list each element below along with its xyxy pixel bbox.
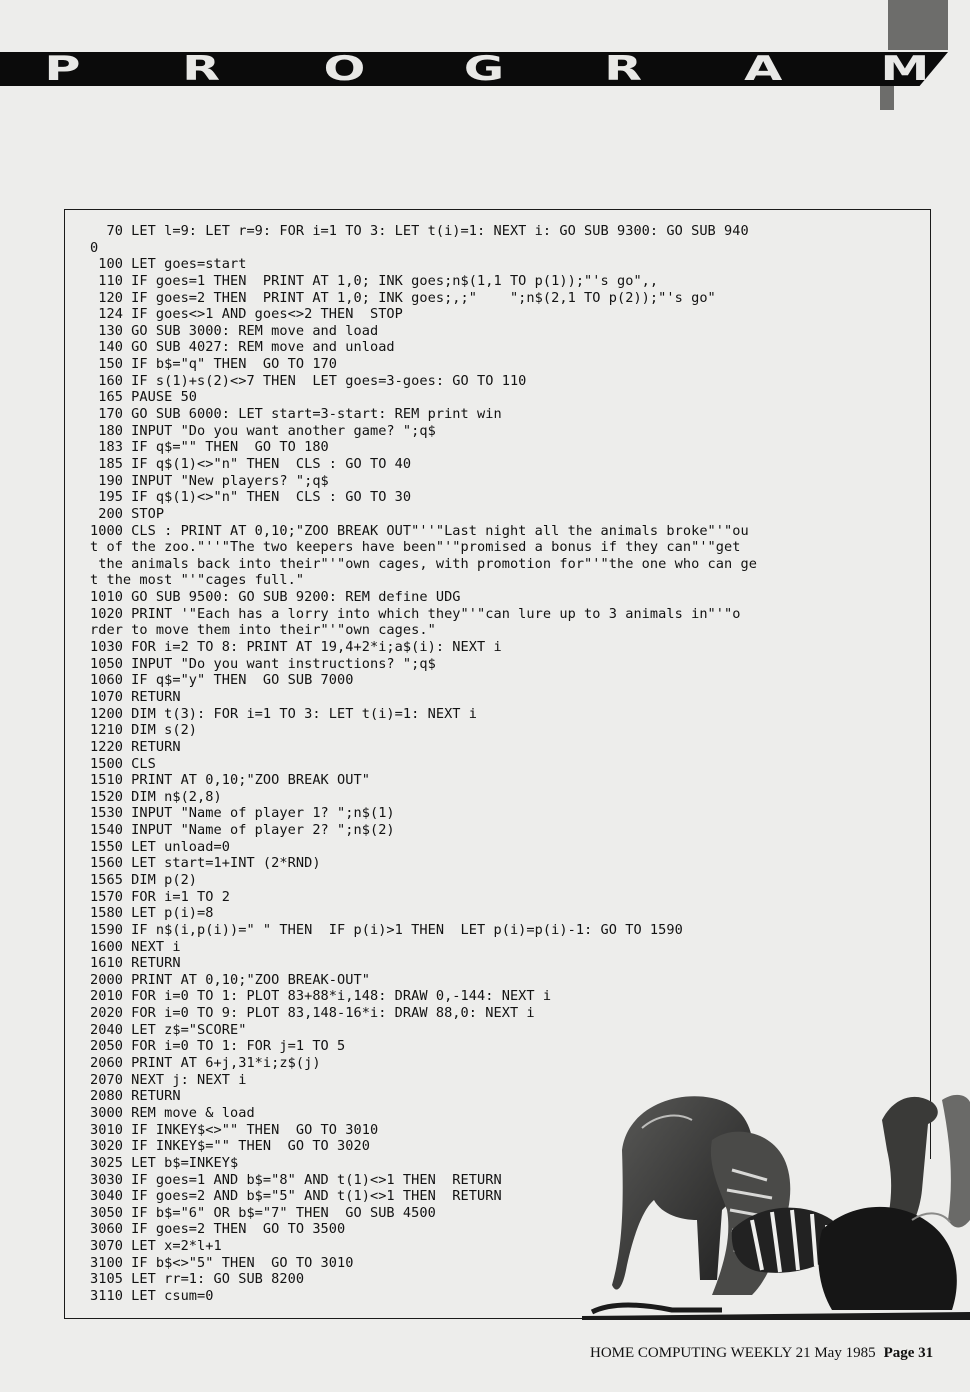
code-line: 3100 IF b$<>"5" THEN GO TO 3010	[90, 1254, 354, 1271]
banner-letter: R	[604, 49, 643, 89]
code-line: 1520 DIM n$(2,8)	[90, 788, 222, 805]
code-line: 190 INPUT "New players? ";q$	[90, 472, 329, 489]
code-line: 1530 INPUT "Name of player 1? ";n$(1)	[90, 805, 395, 822]
code-line: 2010 FOR i=0 TO 1: PLOT 83+88*i,148: DRAW 0,-144: NEXT i	[90, 988, 552, 1005]
code-line: 1210 DIM s(2)	[90, 722, 198, 739]
code-line: 2000 PRINT AT 0,10;"ZOO BREAK-OUT"	[90, 971, 370, 988]
code-line: 2050 FOR i=0 TO 1: FOR j=1 TO 5	[90, 1038, 346, 1055]
code-line: 160 IF s(1)+s(2)<>7 THEN LET goes=3-goes: GO TO 110	[90, 372, 527, 389]
bear-shape	[818, 1207, 956, 1310]
code-line: 170 GO SUB 6000: LET start=3-start: REM print win	[90, 406, 502, 423]
banner-letter: R	[182, 49, 221, 89]
code-line: 3025 LET b$=INKEY$	[90, 1154, 239, 1171]
code-line: 1600 NEXT i	[90, 938, 181, 955]
code-line: 0	[90, 239, 99, 256]
banner-letter: A	[744, 49, 783, 89]
code-line: 3070 LET x=2*l+1	[90, 1238, 222, 1255]
code-line: 70 LET l=9: LET r=9: FOR i=1 TO 3: LET t(i)=1: NEXT i: GO SUB 9300: GO SUB 940	[90, 223, 749, 239]
code-line: 3110 LET csum=0	[90, 1288, 214, 1304]
code-line: 124 IF goes<>1 AND goes<>2 THEN STOP	[90, 306, 403, 323]
code-line: 185 IF q$(1)<>"n" THEN CLS : GO TO 40	[90, 455, 412, 472]
code-line: 3060 IF goes=2 THEN GO TO 3500	[90, 1221, 346, 1238]
code-line: 2070 NEXT j: NEXT i	[90, 1071, 247, 1088]
code-line: 1510 PRINT AT 0,10;"ZOO BREAK OUT"	[90, 772, 370, 789]
code-line: 1020 PRINT '"Each has a lorry into which they"'"can lure up to 3 animals in"'"o	[90, 605, 741, 622]
code-line: 1050 INPUT "Do you want instructions? ";q$	[90, 655, 436, 672]
code-line: 1500 CLS	[90, 755, 156, 772]
banner-letter: M	[880, 49, 930, 89]
code-line: 195 IF q$(1)<>"n" THEN CLS : GO TO 30	[90, 489, 412, 506]
code-line: 1000 CLS : PRINT AT 0,10;"ZOO BREAK OUT"''"Last night all the animals broke"'"ou	[90, 522, 749, 539]
code-line: 2020 FOR i=0 TO 9: PLOT 83,148-16*i: DRAW 88,0: NEXT i	[90, 1005, 535, 1022]
code-line: 1565 DIM p(2)	[90, 871, 198, 888]
code-line: 1060 IF q$="y" THEN GO SUB 7000	[90, 672, 354, 689]
banner-letter: P	[44, 49, 81, 89]
code-line: 100 LET goes=start	[90, 256, 247, 273]
code-line: 1590 IF n$(i,p(i))=" " THEN IF p(i)>1 THEN LET p(i)=p(i)-1: GO TO 1590	[90, 921, 683, 938]
code-line: 3050 IF b$="6" OR b$="7" THEN GO SUB 4500	[90, 1204, 436, 1221]
code-line: 1580 LET p(i)=8	[90, 905, 214, 922]
code-line: 1540 INPUT "Name of player 2? ";n$(2)	[90, 822, 395, 839]
banner-letter: O	[323, 49, 366, 89]
zoo-animals-illustration	[582, 1080, 970, 1320]
code-line: 3040 IF goes=2 AND b$="5" AND t(1)<>1 THEN RETURN	[90, 1188, 502, 1205]
code-line: 2080 RETURN	[90, 1088, 181, 1105]
code-line: 183 IF q$="" THEN GO TO 180	[90, 439, 329, 456]
code-line: 1030 FOR i=2 TO 8: PRINT AT 19,4+2*i;a$(i): NEXT i	[90, 639, 502, 656]
publication-name: HOME COMPUTING WEEKLY 21 May 1985	[590, 1345, 876, 1361]
code-line: 3010 IF INKEY$<>"" THEN GO TO 3010	[90, 1121, 379, 1138]
code-line: 110 IF goes=1 THEN PRINT AT 1,0; INK goes;n$(1,1 TO p(1));"'s go",,	[90, 272, 659, 289]
code-line: 1550 LET unload=0	[90, 838, 230, 855]
code-line: t of the zoo."''"The two keepers have been"'"promised a bonus if they can"'"get	[90, 539, 741, 556]
code-line: 1200 DIM t(3): FOR i=1 TO 3: LET t(i)=1: NEXT i	[90, 705, 478, 722]
code-line: 2060 PRINT AT 6+j,31*i;z$(j)	[90, 1055, 321, 1072]
code-line: 1610 RETURN	[90, 955, 181, 972]
code-line: 1220 RETURN	[90, 738, 181, 755]
banner-letter: G	[463, 49, 505, 89]
code-line: 1070 RETURN	[90, 688, 181, 705]
banner-letters	[0, 49, 948, 89]
code-line: 130 GO SUB 3000: REM move and load	[90, 322, 379, 339]
corner-tab-small	[880, 86, 894, 110]
code-line: 120 IF goes=2 THEN PRINT AT 1,0; INK goes;,;" ";n$(2,1 TO p(2));"'s go"	[90, 289, 716, 306]
code-line: 3105 LET rr=1: GO SUB 8200	[90, 1271, 305, 1288]
code-line: 165 PAUSE 50	[90, 389, 198, 406]
code-line: 3000 REM move & load	[90, 1104, 255, 1121]
code-line: 1010 GO SUB 9500: GO SUB 9200: REM define UDG	[90, 589, 461, 606]
page-number: Page 31	[883, 1345, 934, 1361]
code-line: 1570 FOR i=1 TO 2	[90, 888, 230, 905]
code-line: the animals back into their"'"own cages, with promotion for"'"the one who can ge	[90, 555, 757, 572]
code-line: 3020 IF INKEY$="" THEN GO TO 3020	[90, 1138, 370, 1155]
code-line: rder to move them into their"'"own cages."	[90, 622, 436, 639]
code-line: 200 STOP	[90, 505, 165, 522]
code-line: 1560 LET start=1+INT (2*RND)	[90, 855, 321, 872]
code-line: 150 IF b$="q" THEN GO TO 170	[90, 356, 338, 373]
code-line: 140 GO SUB 4027: REM move and unload	[90, 339, 395, 356]
code-line: t the most "'"cages full."	[90, 572, 305, 589]
corner-tab	[888, 0, 948, 50]
code-line: 3030 IF goes=1 AND b$="8" AND t(1)<>1 THEN RETURN	[90, 1171, 502, 1188]
page-footer	[590, 1345, 940, 1362]
code-line: 180 INPUT "Do you want another game? ";q$	[90, 422, 436, 439]
listing-frame-right	[930, 209, 931, 1159]
code-line: 2040 LET z$="SCORE"	[90, 1021, 247, 1038]
